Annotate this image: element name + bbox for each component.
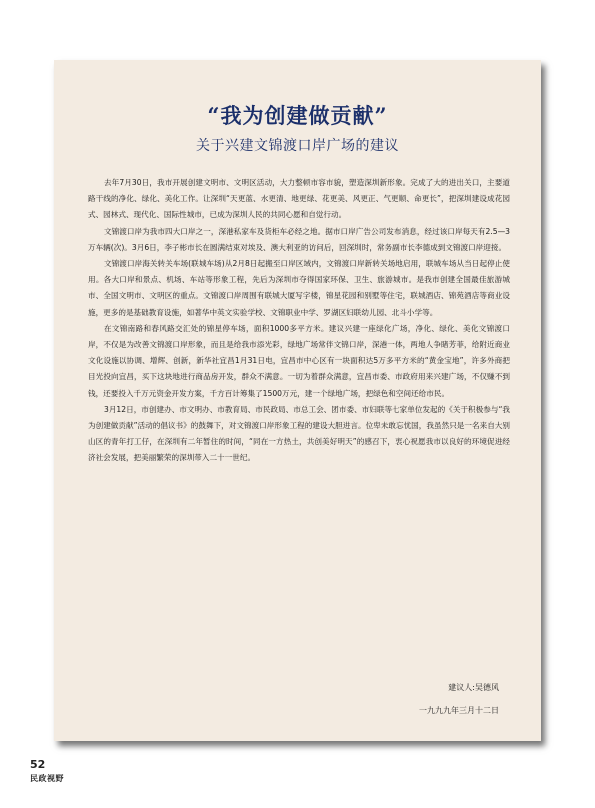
article-body: [88, 175, 510, 467]
article-card: [54, 60, 541, 741]
paragraph-3: 文锦渡口岸海关转关车场(联城车场)从2月8日起搬至口岸区域内，文锦渡口岸新转关场地启用，联城车场从当日起停止使用。各大口岸和景点、机场、车站等形象工程，先后为深圳市夺得国家环保、卫生、旅游城市。是我市创建全国最佳旅游城市、全国文明市、文明区的重点。文锦渡口岸周围有联城大厦写字楼，锦星花园和别墅等住宅，联城酒店、锦苑酒店等商业设施，更多的是基础教育设施，如著华中英文实验学校、文锦职业中学、罗湖区妇联幼儿园、北斗小学等。: [88, 259, 510, 317]
paragraph-5: 3月12日，市创建办、市文明办、市教育局、市民政局、市总工会、团市委、市妇联等七家单位发起的《关于积极参与“我为创建做贡献”活动的倡议书》的鼓舞下，对文锦渡口岸形象工程的建设大胆进言。位卑未敢忘忧国，我虽然只是一名来自大别山区的青年打工仔，在深圳有二年暂住的时间，“同在一方热土，共创美好明天”的感召下，衷心祝愿我市以良好的环境促进经济社会发展，把美丽繁荣的深圳带入二十一世纪。: [88, 404, 510, 463]
paragraph-1: 去年7月30日，我市开展创建文明市、文明区活动，大力整顿市容市貌，塑造深圳新形象。完成了大的进出关口，主要道路干线的净化、绿化、美化工作。让深圳“天更蓝、水更清、地更绿、花更美、风更正、气更顺、命更长”，把深圳建设成花园式、园林式、现代化、国际性城市，已成为深圳人民的共同心愿和自觉行动。: [88, 178, 510, 220]
article-subtitle: 关于兴建文锦渡口岸广场的建议: [196, 138, 399, 154]
author-signature: 建议人:吴德风: [448, 683, 499, 692]
magazine-name: 民政视野: [30, 773, 64, 783]
article-title: “我为创建做贡献”: [207, 103, 388, 128]
page-number: 52: [30, 758, 46, 771]
paragraph-2: 文锦渡口岸为我市四大口岸之一，深港私家车及货柜车必经之地。据市口岸广告公司发布消息，经过该口岸每天有2.5—3万车辆(次)。3月6日，李子彬市长在圆满结束对埃及、澳大利亚的访问后，回深圳时，常务副市长李德成到文锦渡口岸迎接。: [88, 226, 510, 252]
article-date: 一九九九年三月十二日: [419, 706, 499, 715]
paragraph-4: 在文锦南路和春风路交汇处的锦星停车场，面积1000多平方米。建议兴建一座绿化广场，净化、绿化、美化文锦渡口岸，不仅是为改善文锦渡口岸形象，而且是给我市添光彩，绿地广场常伴文锦口岸，深港一体，两地人争睹芳菲，给附近商业文化设施以协调、增辉、创新，新华社宜昌1月31日电，宜昌市中心区有一块面积达5万多平方米的“黄金宝地”，许多外商把目光投向宜昌，买下这块地进行商品房开发，群众不满意。一切为着群众满意，宜昌市委、市政府用来兴建广场，不仅赚不到钱，还要投入千万元资金开发方案，千方百计筹集了1500万元，建一个绿地广场，把绿色和空间还给市民。: [88, 323, 510, 398]
